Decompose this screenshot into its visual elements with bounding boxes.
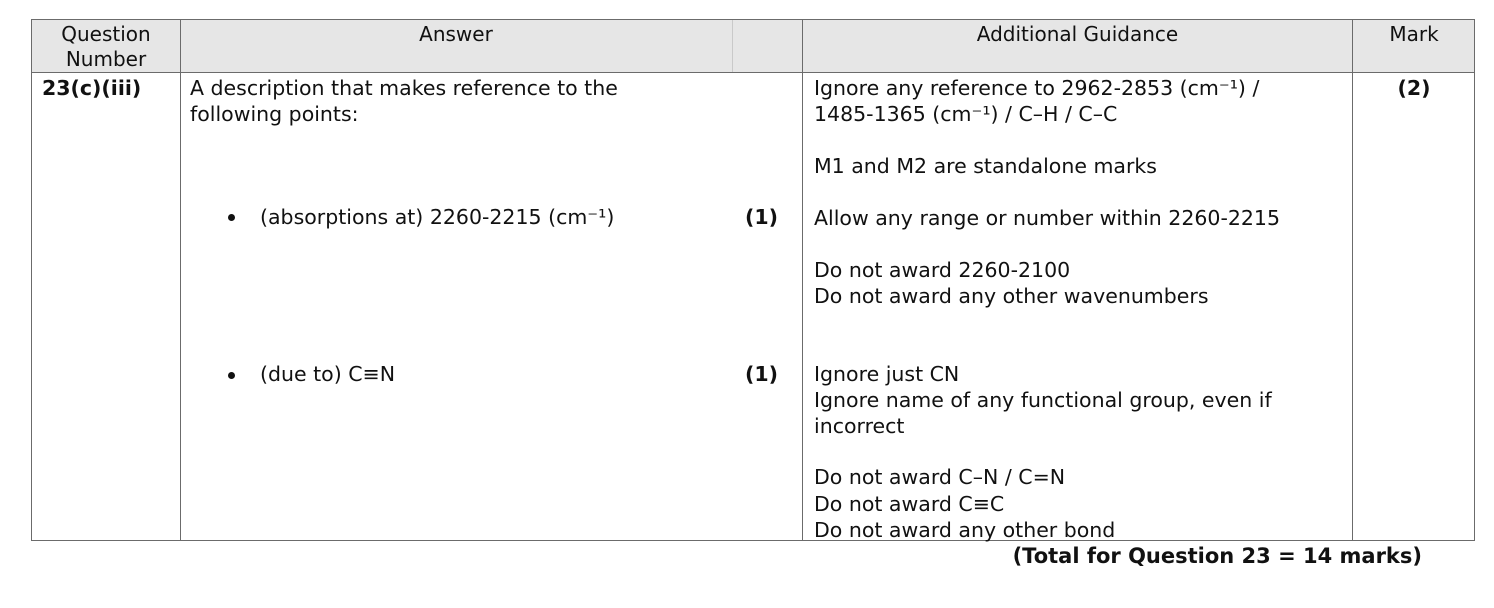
answer-subcolumn-divider [732,20,733,72]
guidance-line: Do not award any other bond [814,518,1116,542]
header-additional-guidance: Additional Guidance [976,22,1179,46]
guidance-line: incorrect [814,414,905,438]
bullet-icon [228,214,235,221]
question-number: 23(c)(iii) [42,76,142,100]
column-divider [180,20,181,540]
answer-point: (absorptions at) 2260-2215 (cm⁻¹) [260,205,615,229]
guidance-line: Do not award C≡C [814,492,1005,516]
mark-scheme-table [31,19,1475,541]
guidance-line: Ignore name of any functional group, even if [814,388,1272,412]
guidance-line: Ignore any reference to 2962-2853 (cm⁻¹) / [814,76,1260,100]
point-mark: (1) [745,362,779,386]
guidance-line: Allow any range or number within 2260-2215 [814,206,1281,230]
guidance-line: M1 and M2 are standalone marks [814,154,1157,178]
guidance-line: Do not award 2260-2100 [814,258,1071,282]
guidance-line: Do not award any other wavenumbers [814,284,1209,308]
header-divider [32,72,1474,73]
answer-point: (due to) C≡N [260,362,396,386]
guidance-line: 1485-1365 (cm⁻¹) / C–H / C–C [814,102,1118,126]
guidance-line: Do not award C–N / C=N [814,465,1066,489]
answer-intro-line: A description that makes reference to the [190,76,618,100]
bullet-icon [228,372,235,379]
column-divider [802,20,803,540]
point-mark: (1) [745,205,779,229]
header-mark: Mark [1389,22,1439,46]
header-question-number: Question Number [61,22,151,71]
question-total: (Total for Question 23 = 14 marks) [1012,544,1422,568]
total-mark: (2) [1397,76,1431,100]
answer-intro-line: following points: [190,102,359,126]
header-answer: Answer [419,22,493,46]
guidance-line: Ignore just CN [814,362,960,386]
